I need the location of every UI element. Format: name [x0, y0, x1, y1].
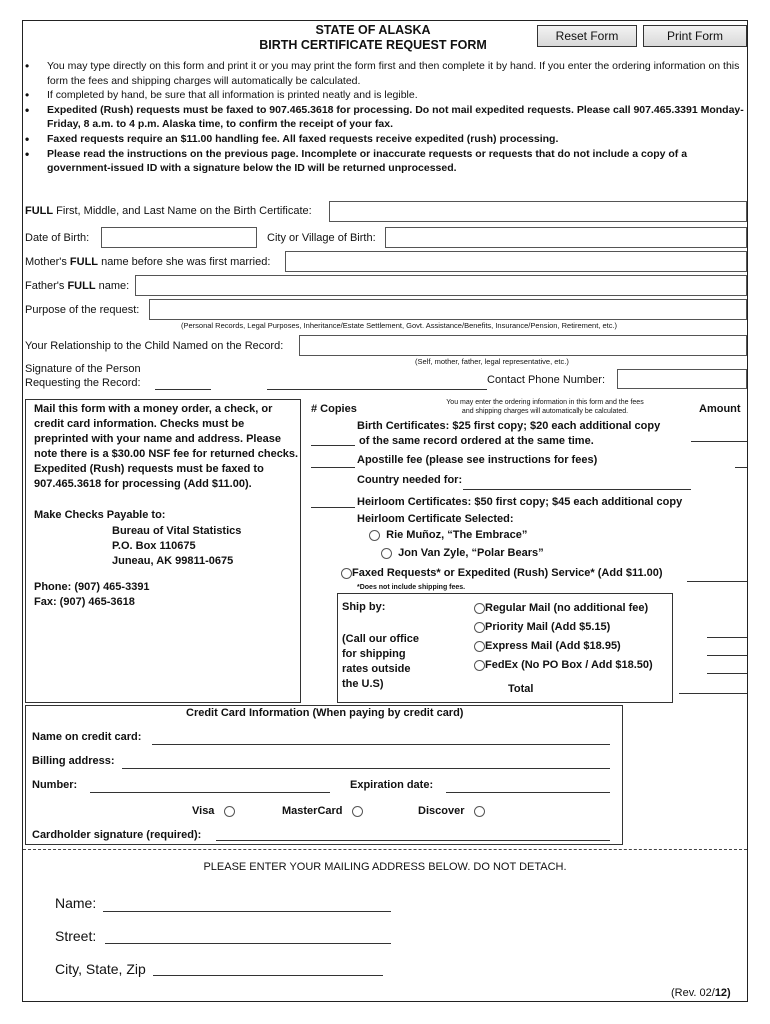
ship-fedex-option[interactable]: [474, 658, 653, 673]
card-name-label: Name on credit card:: [32, 731, 142, 743]
mail-info-line: 907.465.3618 for processing (Add $11.00).: [34, 478, 252, 490]
mailing-city-input[interactable]: [153, 975, 383, 976]
heirloom-selected-label: Heirloom Certificate Selected:: [357, 513, 514, 525]
mother-label-post: name before she was first married:: [98, 256, 271, 268]
checks-payable-label: Make Checks Payable to:: [34, 509, 166, 521]
discover-label: Discover: [418, 805, 465, 817]
father-label-pre: Father's: [25, 280, 68, 292]
cardholder-signature-input[interactable]: [216, 840, 610, 841]
detach-separator: [23, 849, 747, 850]
amount-header: Amount: [699, 403, 741, 415]
radio-visa[interactable]: [224, 806, 235, 817]
mother-label-bold: FULL: [69, 256, 99, 268]
father-name-input[interactable]: [135, 275, 747, 296]
instruction-item: • If completed by hand, be sure that all information is printed neatly and is legible.: [23, 88, 747, 103]
payee-name: Bureau of Vital Statistics: [112, 525, 242, 537]
full-name-label-bold: FULL: [25, 205, 54, 217]
father-name-label: [25, 280, 129, 292]
revision-pre: (Rev. 02/: [671, 987, 715, 999]
cardholder-signature-label: Cardholder signature (required):: [32, 829, 202, 841]
regular-mail-label: Regular Mail (no additional fee): [485, 602, 649, 614]
relationship-label: Your Relationship to the Child Named on the Record:: [25, 340, 284, 352]
instruction-item: • Please read the instructions on the previous page. Incomplete or inaccurate requests or requests that do not include a copy of a government-issued ID with a signature below the ID will be returned unprocessed.: [23, 147, 747, 176]
country-input[interactable]: [463, 489, 691, 490]
country-label: Country needed for:: [357, 474, 463, 486]
payee-address: [112, 524, 241, 569]
card-name-input[interactable]: [152, 744, 610, 745]
ship-by-label: Ship by:: [342, 601, 386, 613]
birth-cert-fee-line-1: Birth Certificates: $25 first copy; $20 each additional copy: [357, 420, 661, 432]
payee-city: Juneau, AK 99811-0675: [112, 555, 234, 567]
faxed-note: *Does not include shipping fees.: [357, 584, 466, 591]
mother-label-pre: Mother's: [25, 256, 70, 268]
mail-info-line: note there is a $30.00 NSF fee for returned checks.: [34, 448, 299, 460]
faxed-amount: [687, 581, 747, 582]
mastercard-label: MasterCard: [282, 805, 343, 817]
purpose-label: Purpose of the request:: [25, 304, 140, 316]
relationship-hint: (Self, mother, father, legal representative, etc.): [415, 357, 569, 366]
city-birth-label: City or Village of Birth:: [267, 232, 376, 244]
radio-mastercard[interactable]: [352, 806, 363, 817]
father-label-bold: FULL: [67, 280, 96, 292]
instruction-item: • You may type directly on this form and print it or you may print the form first and then complete it by hand. If you enter the ordering information on this form the fees and shipping charges will automatically be calculated.: [23, 59, 747, 88]
order-note-line-1: You may enter the ordering information in this form and the fees: [446, 399, 644, 406]
order-note: [395, 398, 695, 416]
polar-bears-label: Jon Van Zyle, “Polar Bears”: [398, 547, 544, 559]
call-line-2: for shipping: [342, 648, 406, 660]
mail-info-text: [34, 402, 302, 492]
revision-note: [671, 987, 731, 999]
office-fax: Fax: (907) 465-3618: [34, 596, 135, 608]
phone-input[interactable]: [617, 369, 747, 389]
office-phone: Phone: (907) 465-3391: [34, 581, 150, 593]
card-type-visa[interactable]: [192, 804, 235, 819]
faxed-label: Faxed Requests* or Expedited (Rush) Service* (Add $11.00): [352, 567, 663, 579]
birth-cert-amount: [691, 441, 747, 442]
card-type-discover[interactable]: [418, 804, 485, 819]
city-birth-input[interactable]: [385, 227, 747, 248]
mailing-street-input[interactable]: [105, 943, 391, 944]
dob-input[interactable]: [101, 227, 257, 248]
mailing-name-label: Name:: [55, 895, 97, 911]
instructions-list: [23, 59, 747, 176]
mail-info-line: Mail this form with a money order, a check, or: [34, 403, 273, 415]
credit-card-box: [25, 705, 623, 845]
credit-card-title: Credit Card Information (When paying by credit card): [186, 707, 464, 719]
faxed-request-option[interactable]: [341, 566, 663, 581]
mail-info-line: preprinted with your name and address. Please: [34, 433, 281, 445]
birth-certificate-form: [22, 20, 748, 1002]
mail-info-box: [25, 399, 301, 703]
apostille-copies-input[interactable]: [311, 467, 355, 468]
form-title: [203, 23, 543, 53]
reset-form-button[interactable]: Reset Form: [537, 25, 637, 47]
dob-label: Date of Birth:: [25, 232, 90, 244]
revision-bold: 12): [714, 987, 731, 999]
contact-numbers: [34, 580, 150, 610]
radio-faxed[interactable]: [341, 568, 352, 579]
mailing-header: PLEASE ENTER YOUR MAILING ADDRESS BELOW. DO NOT DETACH.: [203, 861, 567, 873]
full-name-label-text: First, Middle, and Last Name on the Birth Certificate:: [53, 205, 312, 217]
radio-priority-mail[interactable]: [474, 622, 485, 633]
mailing-street-label: Street:: [55, 928, 97, 944]
title-line-1: STATE OF ALASKA: [315, 23, 431, 37]
billing-address-input[interactable]: [122, 768, 610, 769]
billing-address-label: Billing address:: [32, 755, 115, 767]
father-label-post: name:: [95, 280, 130, 292]
radio-fedex[interactable]: [474, 660, 485, 671]
radio-polar-bears[interactable]: [381, 548, 392, 559]
card-number-input[interactable]: [90, 792, 330, 793]
signature-label-line-1: Signature of the Person: [25, 363, 141, 375]
mailing-name-input[interactable]: [103, 911, 391, 912]
signature-line-extension: [267, 389, 487, 390]
ship-regular-option[interactable]: [474, 601, 648, 616]
fedex-label: FedEx (No PO Box / Add $18.50): [485, 659, 653, 671]
priority-amount: [707, 637, 747, 638]
purpose-input[interactable]: [149, 299, 747, 320]
shipping-box: [337, 593, 673, 703]
apostille-amount: [735, 467, 747, 468]
print-form-button[interactable]: Print Form: [643, 25, 747, 47]
call-line-3: rates outside: [342, 663, 411, 675]
purpose-hint: (Personal Records, Legal Purposes, Inheritance/Estate Settlement, Govt. Assistance/Benefits, Insurance/Pension, Retirement, etc.): [181, 321, 618, 330]
signature-line[interactable]: [155, 389, 211, 390]
radio-regular-mail[interactable]: [474, 603, 485, 614]
priority-mail-label: Priority Mail (Add $5.15): [485, 621, 611, 633]
heirloom-option-embrace[interactable]: [369, 528, 527, 543]
card-number-label: Number:: [32, 779, 78, 791]
call-line-4: the U.S): [342, 678, 384, 690]
express-mail-label: Express Mail (Add $18.95): [485, 640, 621, 652]
relationship-input[interactable]: [299, 335, 747, 356]
title-line-2: BIRTH CERTIFICATE REQUEST FORM: [259, 38, 487, 52]
international-shipping-note: [342, 632, 419, 692]
mailing-city-label: City, State, Zip: [55, 961, 146, 977]
card-type-mastercard[interactable]: [282, 804, 363, 819]
copies-header: # Copies: [311, 403, 357, 415]
radio-express-mail[interactable]: [474, 641, 485, 652]
mail-info-line: credit card information. Checks must be: [34, 418, 245, 430]
instruction-item: • Expedited (Rush) requests must be faxed to 907.465.3618 for processing. Do not mail expedited requests. Please call 907.465.3391 Monday-Friday, 8 a.m. to 4 p.m. Alaska time, to confirm the receipt of your fax.: [23, 103, 747, 132]
ship-express-option[interactable]: [474, 639, 621, 654]
birth-cert-fee: [357, 419, 660, 449]
full-name-input[interactable]: [329, 201, 747, 222]
instruction-item: • Faxed requests require an $11.00 handling fee. All faxed requests receive expedited (rush) processing.: [23, 132, 747, 147]
full-name-label: [25, 205, 312, 217]
birth-cert-fee-line-2: of the same record ordered at the same time.: [359, 435, 594, 447]
ship-priority-option[interactable]: [474, 620, 610, 635]
payee-po-box: P.O. Box 110675: [112, 540, 196, 552]
mail-info-line: Expedited (Rush) requests must be faxed to: [34, 463, 264, 475]
phone-label: Contact Phone Number:: [487, 374, 606, 386]
embrace-label: Rie Muñoz, “The Embrace”: [386, 529, 528, 541]
visa-label: Visa: [192, 805, 215, 817]
mother-name-input[interactable]: [285, 251, 747, 272]
birth-cert-copies-input[interactable]: [311, 445, 355, 446]
express-amount: [707, 655, 747, 656]
heirloom-option-polar-bears[interactable]: [381, 546, 544, 561]
mother-name-label: [25, 256, 270, 268]
heirloom-copies-input[interactable]: [311, 507, 355, 508]
heirloom-fee-label: Heirloom Certificates: $50 first copy; $45 each additional copy: [357, 496, 683, 508]
expiration-input[interactable]: [446, 792, 610, 793]
radio-discover[interactable]: [474, 806, 485, 817]
call-line-1: (Call our office: [342, 633, 420, 645]
fedex-amount: [707, 673, 747, 674]
total-amount: [679, 693, 747, 694]
total-label: Total: [508, 683, 534, 695]
expiration-label: Expiration date:: [350, 779, 434, 791]
radio-embrace[interactable]: [369, 530, 380, 541]
signature-label-line-2: Requesting the Record:: [25, 377, 141, 389]
order-note-line-2: and shipping charges will automatically be calculated.: [461, 408, 629, 415]
apostille-fee-label: Apostille fee (please see instructions for fees): [357, 454, 598, 466]
